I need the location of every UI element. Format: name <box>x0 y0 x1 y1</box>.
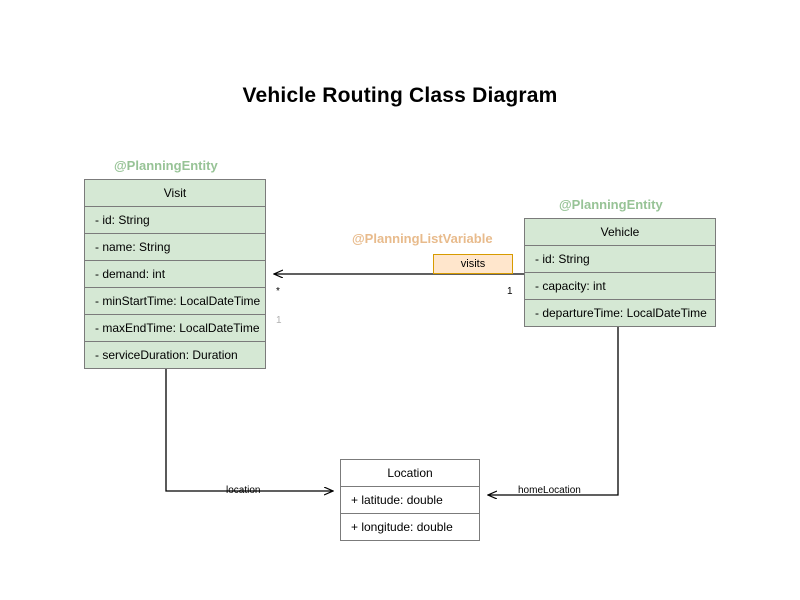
class-location-attribute: + latitude: double <box>341 487 479 514</box>
edge-label-homelocation: homeLocation <box>518 485 581 496</box>
class-visit-attribute: - id: String <box>85 207 265 234</box>
class-visit-attribute: - name: String <box>85 234 265 261</box>
class-visit[interactable] <box>84 179 266 369</box>
connector-vehicle-homelocation <box>488 322 618 495</box>
multiplicity-vehicle-one: 1 <box>507 286 513 297</box>
class-visit-name: Visit <box>85 180 265 207</box>
visit-stereotype: @PlanningEntity <box>114 158 218 173</box>
class-visit-attribute: - maxEndTime: LocalDateTime <box>85 315 265 342</box>
class-vehicle-name: Vehicle <box>525 219 715 246</box>
multiplicity-visit-many: * <box>276 286 280 297</box>
class-vehicle[interactable] <box>524 218 716 327</box>
vehicle-stereotype: @PlanningEntity <box>559 197 663 212</box>
class-vehicle-attribute: - capacity: int <box>525 273 715 300</box>
class-location-attribute: + longitude: double <box>351 520 453 534</box>
multiplicity-visit-location-one: 1 <box>276 315 282 326</box>
class-location[interactable] <box>340 459 480 541</box>
page-title: Vehicle Routing Class Diagram <box>242 84 558 107</box>
edge-label-visits: visits <box>433 254 513 274</box>
edge-label-location: location <box>226 485 261 496</box>
planning-list-variable-stereotype: @PlanningListVariable <box>352 231 493 246</box>
connector-visit-location <box>166 363 333 491</box>
class-visit-attribute: - minStartTime: LocalDateTime <box>85 288 265 315</box>
class-vehicle-attribute: - id: String <box>525 246 715 273</box>
class-visit-attribute: - serviceDuration: Duration <box>95 348 238 362</box>
class-vehicle-attribute: - departureTime: LocalDateTime <box>535 306 707 320</box>
class-visit-attribute: - demand: int <box>85 261 265 288</box>
class-location-name: Location <box>341 460 479 487</box>
